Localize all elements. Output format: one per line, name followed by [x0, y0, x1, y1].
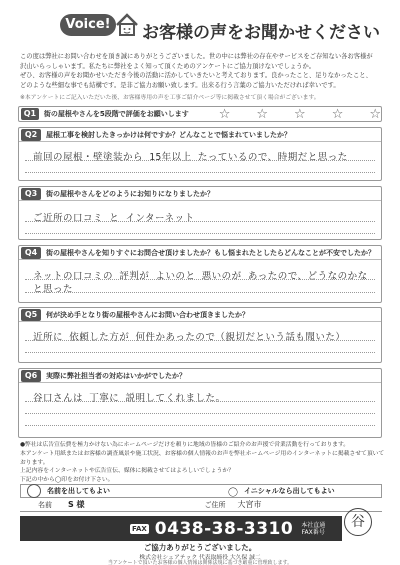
answer-text[interactable]: ネットの口コミの 評判が よいのと 悪いのが あったので、どうなのかな: [33, 271, 368, 282]
address-value[interactable]: 大宮市: [237, 500, 262, 509]
footnote: [20, 441, 385, 485]
house-icon: [114, 12, 140, 38]
answer-line: [25, 340, 375, 341]
intro-line: 沢山いらっしゃいます。私たちに弊社をよく知って頂くためのアンケートにご協力頂けないでしょうか。: [20, 62, 316, 70]
answer-text[interactable]: 谷口さんは 丁寧に 説明してくれました。: [33, 393, 226, 404]
question-number: Q1: [21, 108, 39, 120]
question-number: Q4: [21, 247, 41, 259]
intro-line: ぜひ、お客様の声をお聞かせいただき今後の活動に活かしていきたいと考えております。良かったこと、足りなかったこと、: [20, 72, 372, 79]
fax-note-line: FAX番号: [301, 528, 325, 536]
name-ok-checkbox[interactable]: [27, 484, 41, 498]
question-text: 街の屋根やさんをどのようにお知りになりましたか？: [46, 189, 214, 198]
fax-note-line: 本社直通: [301, 521, 326, 529]
question-text: 街の屋根やさんを5段階で評価をお願いします: [43, 110, 189, 118]
privacy-note: 当アンケートで頂いたお客様の個人情報は関係法規に基づき厳重に管理致します。: [107, 560, 293, 565]
question-text: 屋根工事を検討したきっかけは何ですか？どんなことで悩まれていましたか？: [46, 130, 291, 139]
address-label: ご住所: [204, 500, 226, 509]
fax-number: 0438-38-3310: [154, 518, 294, 539]
star-icon[interactable]: ☆: [331, 106, 344, 122]
footnote-line: 上記内容をインターネットや広告宣伝、媒体に掲載させてはよろしいでしょうか？: [20, 468, 234, 475]
voice-badge: Voice!: [60, 14, 116, 36]
question-number: Q2: [21, 129, 41, 141]
answer-line: [25, 233, 375, 234]
answer-line: [25, 221, 375, 222]
answer-line: [25, 401, 375, 402]
fax-bar: [20, 516, 342, 541]
company-text: 株式会社シェアテック 代表取締役 大久保 誠二: [139, 555, 261, 561]
question-3: [18, 186, 382, 240]
initial-ok-checkbox[interactable]: 〇: [228, 487, 238, 499]
initial-ok-label: イニシャルなら出してもよい: [244, 487, 335, 495]
answer-text[interactable]: ご近所の口コミ と インターネット: [33, 213, 195, 224]
footnote-line: ●弊社は広告宣伝費を極力かけない為にホームページだけを頼りに地域の皆様のご紹介のお声援で営業活動を行っております。: [20, 442, 350, 448]
question-text: 実際に弊社担当者の対応はいかがでしたか？: [46, 371, 186, 380]
answer-line: [25, 292, 375, 293]
intro-text: [20, 52, 385, 90]
thanks-text: ご協力ありがとうございました。: [143, 543, 257, 552]
question-number: Q6: [21, 370, 41, 382]
answer-text[interactable]: 近所に 依頼した方が 何件かあったので（親切だという話も聞いた）: [33, 332, 346, 343]
name-permission-row: [20, 484, 382, 498]
stamp-seal: 谷: [344, 508, 372, 536]
answer-line: [25, 279, 375, 280]
name-value[interactable]: S 様: [68, 500, 85, 509]
question-5: [18, 307, 382, 363]
answer-line: [25, 352, 375, 353]
footnote-line: 本アンケート用紙またはお客様の調査風景や施工状況、お客様の個人情報のお声を弊社ホームページ用のインターネットに掲載させて頂いております。: [20, 450, 385, 466]
name-label: 名前: [38, 500, 52, 509]
star-icon[interactable]: ☆: [294, 106, 306, 122]
question-number: Q5: [21, 309, 41, 321]
star-icon[interactable]: ☆: [218, 106, 231, 122]
customer-info-row: [20, 498, 382, 512]
question-text: 何が決め手となり街の屋根やさんにお問い合わせ頂きましたか？: [46, 310, 249, 319]
answer-line: [25, 425, 375, 426]
question-text: 街の屋根やさんを知りすぐにお問合せ頂けましたか？もし悩まれたとしたらどんなことが不安でしたか？: [46, 248, 375, 257]
star-icon[interactable]: ☆: [256, 106, 269, 122]
footnote-line: 下記の中から◯印をお付け下さい。: [20, 477, 114, 484]
rating-stars[interactable]: [219, 107, 381, 122]
notice-text: ※本アンケートにご記入いただいた後、お客様専用の声を工事ご紹介ページ等に掲載させて頂く場合がございます。: [20, 95, 320, 101]
question-1: [18, 106, 382, 122]
intro-line: この度は弊社にお問い合わせを頂き誠にありがとうございました。世の中には弊社の存在やサービスをご存知ない各お客様が: [20, 53, 373, 60]
answer-line: [25, 413, 375, 414]
answer-line: [25, 172, 375, 173]
fax-note: [301, 522, 325, 536]
header: [60, 8, 380, 56]
question-2: [18, 127, 382, 181]
answer-text[interactable]: 前回の屋根・壁塗装から 15年以上 たっているので、時期だと思った: [33, 152, 348, 163]
question-4: [18, 245, 382, 303]
name-ok-label: 名前を出してもよい: [47, 487, 110, 495]
fax-label: FAX: [132, 524, 147, 533]
page-title: お客様の声をお聞かせください: [142, 23, 380, 43]
question-number: Q3: [21, 188, 41, 200]
intro-line: どのような些細な事でも結構です。是非ご協力お願い致します。出来る行う言葉のご協力いただければ幸いです。: [20, 81, 340, 89]
star-icon[interactable]: ☆: [369, 106, 381, 122]
answer-text[interactable]: と思った: [33, 284, 74, 295]
answer-line: [25, 160, 375, 161]
question-6: [18, 368, 382, 438]
